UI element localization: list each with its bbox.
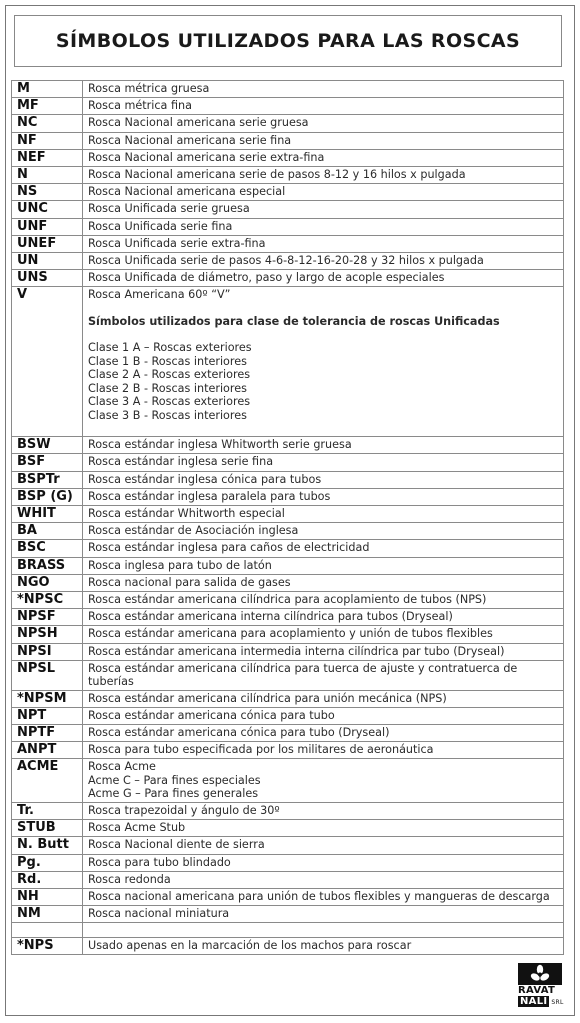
table-row (12, 218, 564, 235)
description-line: Rosca estándar americana intermedia interna cilíndrica par tubo (Dryseal) (88, 644, 505, 658)
description-line: Rosca estándar inglesa serie fina (88, 455, 274, 469)
table-row (12, 287, 564, 437)
table-row (12, 523, 564, 540)
thread-symbol: NC (12, 115, 83, 132)
thread-description (83, 609, 564, 626)
description-line: Rosca estándar inglesa cónica para tubos (88, 472, 322, 486)
tolerance-class: Clase 1 A – Roscas exteriores (88, 341, 252, 355)
thread-symbol: UNS (12, 270, 83, 287)
logo-word-1: RAVAT (518, 985, 556, 996)
thread-symbol: UNF (12, 218, 83, 235)
description-line: Rosca Americana 60º “V” (88, 288, 231, 302)
thread-symbol: V (12, 287, 83, 437)
thread-symbol: NGO (12, 574, 83, 591)
thread-description (83, 660, 564, 690)
thread-description (83, 98, 564, 115)
thread-symbol: NS (12, 184, 83, 201)
thread-symbol: M (12, 81, 83, 98)
logo-suffix: SRL (551, 999, 564, 1006)
thread-description (83, 759, 564, 803)
table-row (12, 270, 564, 287)
thread-symbol: Rd. (12, 871, 83, 888)
thread-description (83, 218, 564, 235)
description-line: Rosca métrica gruesa (88, 82, 210, 95)
tolerance-class: Clase 3 B - Roscas interiores (88, 408, 247, 422)
description-line: Rosca estándar Whitworth especial (88, 507, 285, 520)
table-row (12, 201, 564, 218)
thread-description (83, 802, 564, 819)
description-line: Rosca Nacional americana serie de pasos 8-12 y 16 hilos x pulgada (88, 167, 466, 181)
description-line: Acme G – Para fines generales (88, 787, 259, 801)
thread-symbol: BSW (12, 437, 83, 454)
table-row (12, 626, 564, 643)
description-line: tuberías (88, 675, 134, 689)
description-line: Rosca estándar americana interna cilíndrica para tubos (Dryseal) (88, 610, 453, 624)
thread-description (83, 270, 564, 287)
thread-symbol: NPSL (12, 660, 83, 690)
thread-description (83, 725, 564, 742)
thread-symbol: Tr. (12, 802, 83, 819)
table-row (12, 690, 564, 707)
thread-description (83, 540, 564, 557)
thread-description (83, 591, 564, 608)
description-line: Rosca Nacional americana especial (88, 185, 286, 199)
table-row (12, 557, 564, 574)
table-row (12, 488, 564, 505)
description-line: Rosca Nacional americana serie gruesa (88, 116, 309, 130)
table-row (12, 906, 564, 923)
description-line: Rosca para tubo especificada por los militares de aeronáutica (88, 743, 434, 757)
thread-symbol: *NPS (12, 938, 83, 955)
thread-symbol: NEF (12, 149, 83, 166)
thread-description (83, 690, 564, 707)
thread-symbol: BA (12, 523, 83, 540)
thread-symbol: ANPT (12, 742, 83, 759)
thread-description (83, 166, 564, 183)
thread-symbol: UN (12, 252, 83, 269)
description-line: Rosca estándar americana cilíndrica para tuerca de ajuste y contratuerca de (88, 661, 518, 675)
thread-symbol: BSF (12, 454, 83, 471)
table-row (12, 923, 564, 938)
spacer (88, 328, 558, 341)
thread-symbol: NPSI (12, 643, 83, 660)
thread-symbol: BSP (G) (12, 488, 83, 505)
logo-word-2 (518, 996, 562, 1008)
thread-symbol: UNC (12, 201, 83, 218)
table-row (12, 820, 564, 837)
table-row (12, 184, 564, 201)
description-line: Rosca Unificada serie fina (88, 219, 233, 233)
table-row (12, 854, 564, 871)
thread-symbols-table (11, 80, 564, 955)
thread-symbol: *NPSM (12, 690, 83, 707)
thread-symbol: NPT (12, 707, 83, 724)
thread-description (83, 820, 564, 837)
table-row (12, 660, 564, 690)
description-line: Rosca nacional para salida de gases (88, 575, 291, 589)
spacer (88, 422, 558, 435)
tolerance-class: Clase 2 A - Roscas exteriores (88, 368, 251, 382)
thread-description (83, 938, 564, 955)
description-line: Rosca inglesa para tubo de latón (88, 558, 272, 572)
description-line: Rosca estándar americana cilíndrica para acoplamiento de tubos (NPS) (88, 592, 487, 606)
thread-symbol: NPTF (12, 725, 83, 742)
table-row (12, 759, 564, 803)
table-row (12, 742, 564, 759)
description-line: Rosca Nacional americana serie fina (88, 133, 292, 147)
thread-description (83, 523, 564, 540)
thread-symbol: WHIT (12, 506, 83, 523)
description-line: Rosca trapezoidal y ángulo de 30º (88, 803, 280, 817)
thread-description (83, 149, 564, 166)
table-row (12, 871, 564, 888)
table-row (12, 98, 564, 115)
thread-description (83, 888, 564, 905)
propeller-icon (529, 964, 551, 984)
company-logo (518, 963, 562, 1008)
thread-description (83, 506, 564, 523)
table-row (12, 115, 564, 132)
thread-symbol: MF (12, 98, 83, 115)
table-row (12, 643, 564, 660)
table-row (12, 591, 564, 608)
table-row (12, 132, 564, 149)
description-line: Usado apenas en la marcación de los machos para roscar (88, 939, 412, 953)
tolerance-class: Clase 2 B - Roscas interiores (88, 381, 247, 395)
description-line: Rosca redonda (88, 872, 171, 886)
description-line: Rosca estándar de Asociación inglesa (88, 524, 299, 538)
thread-description (83, 115, 564, 132)
table-row (12, 938, 564, 955)
description-line: Rosca estándar inglesa para caños de electricidad (88, 541, 370, 555)
thread-description (83, 707, 564, 724)
thread-description (83, 742, 564, 759)
thread-description (83, 906, 564, 923)
description-line: Rosca métrica fina (88, 99, 192, 113)
thread-symbol: NF (12, 132, 83, 149)
thread-description (83, 488, 564, 505)
description-line: Rosca estándar inglesa paralela para tubos (88, 489, 331, 503)
thread-symbol: BSC (12, 540, 83, 557)
description-line: Rosca estándar americana cónica para tubo (Dryseal) (88, 726, 390, 740)
description-line: Rosca Unificada serie de pasos 4-6-8-12-16-20-28 y 32 hilos x pulgada (88, 253, 484, 267)
description-line: Rosca Nacional diente de sierra (88, 838, 265, 852)
table-row (12, 540, 564, 557)
description-line: Rosca Unificada serie extra-fina (88, 236, 266, 250)
description-line: Rosca Acme (88, 760, 156, 774)
thread-description (83, 574, 564, 591)
tolerance-class: Clase 1 B - Roscas interiores (88, 354, 247, 368)
description-line: Rosca Acme Stub (88, 821, 186, 835)
thread-description (83, 184, 564, 201)
thread-description (83, 643, 564, 660)
table-row (12, 235, 564, 252)
thread-symbol: N. Butt (12, 837, 83, 854)
thread-symbol (12, 923, 83, 938)
table-body (12, 81, 564, 955)
table-row (12, 454, 564, 471)
description-line: Rosca Nacional americana serie extra-fina (88, 150, 325, 164)
table-row (12, 574, 564, 591)
thread-description (83, 287, 564, 437)
description-line: Rosca estándar americana cilíndrica para unión mecánica (NPS) (88, 691, 447, 705)
thread-symbol: NH (12, 888, 83, 905)
thread-description (83, 454, 564, 471)
description-line: Acme C – Para fines especiales (88, 773, 261, 787)
description-line: Rosca para tubo blindado (88, 855, 231, 869)
table-row (12, 81, 564, 98)
thread-symbol: N (12, 166, 83, 183)
table-row (12, 609, 564, 626)
description-line: Rosca estándar inglesa Whitworth serie gruesa (88, 438, 352, 452)
thread-description (83, 235, 564, 252)
table-row (12, 707, 564, 724)
title-box (14, 15, 562, 67)
description-line: Rosca estándar americana cónica para tubo (88, 708, 335, 722)
table-row (12, 802, 564, 819)
thread-symbol: BRASS (12, 557, 83, 574)
table-row (12, 888, 564, 905)
thread-description (83, 871, 564, 888)
thread-symbol: ACME (12, 759, 83, 803)
thread-symbol: UNEF (12, 235, 83, 252)
thread-description (83, 252, 564, 269)
thread-description (83, 471, 564, 488)
table-row (12, 252, 564, 269)
description-line: Rosca estándar americana para acoplamiento y unión de tubos flexibles (88, 627, 493, 641)
thread-description (83, 923, 564, 938)
logo-word-2-text: NALI (520, 996, 548, 1007)
thread-description (83, 132, 564, 149)
thread-description (83, 557, 564, 574)
thread-symbol: NPSF (12, 609, 83, 626)
thread-symbol: BSPTr (12, 471, 83, 488)
logo-mark (518, 963, 562, 985)
table-row (12, 506, 564, 523)
description-line: Rosca Unificada de diámetro, paso y largo de acople especiales (88, 271, 445, 285)
spacer (88, 302, 558, 315)
description-line: Rosca nacional americana para unión de tubos flexibles y mangueras de descarga (88, 889, 550, 903)
thread-symbol: NM (12, 906, 83, 923)
page-title: SÍMBOLOS UTILIZADOS PARA LAS ROSCAS (55, 30, 521, 52)
thread-description (83, 81, 564, 98)
thread-description (83, 201, 564, 218)
table-row (12, 437, 564, 454)
thread-description (83, 437, 564, 454)
thread-description (83, 837, 564, 854)
description-line: Rosca Unificada serie gruesa (88, 202, 250, 216)
table-row (12, 471, 564, 488)
table-row (12, 837, 564, 854)
thread-description (83, 854, 564, 871)
table-row (12, 166, 564, 183)
tolerance-class: Clase 3 A - Roscas exteriores (88, 395, 251, 409)
thread-symbol: Pg. (12, 854, 83, 871)
thread-description (83, 626, 564, 643)
description-line: Rosca nacional miniatura (88, 907, 230, 921)
thread-symbol: *NPSC (12, 591, 83, 608)
thread-symbol: NPSH (12, 626, 83, 643)
thread-symbol: STUB (12, 820, 83, 837)
tolerance-heading: Símbolos utilizados para clase de tolerancia de roscas Unificadas (88, 314, 500, 328)
table-row (12, 725, 564, 742)
table-row (12, 149, 564, 166)
